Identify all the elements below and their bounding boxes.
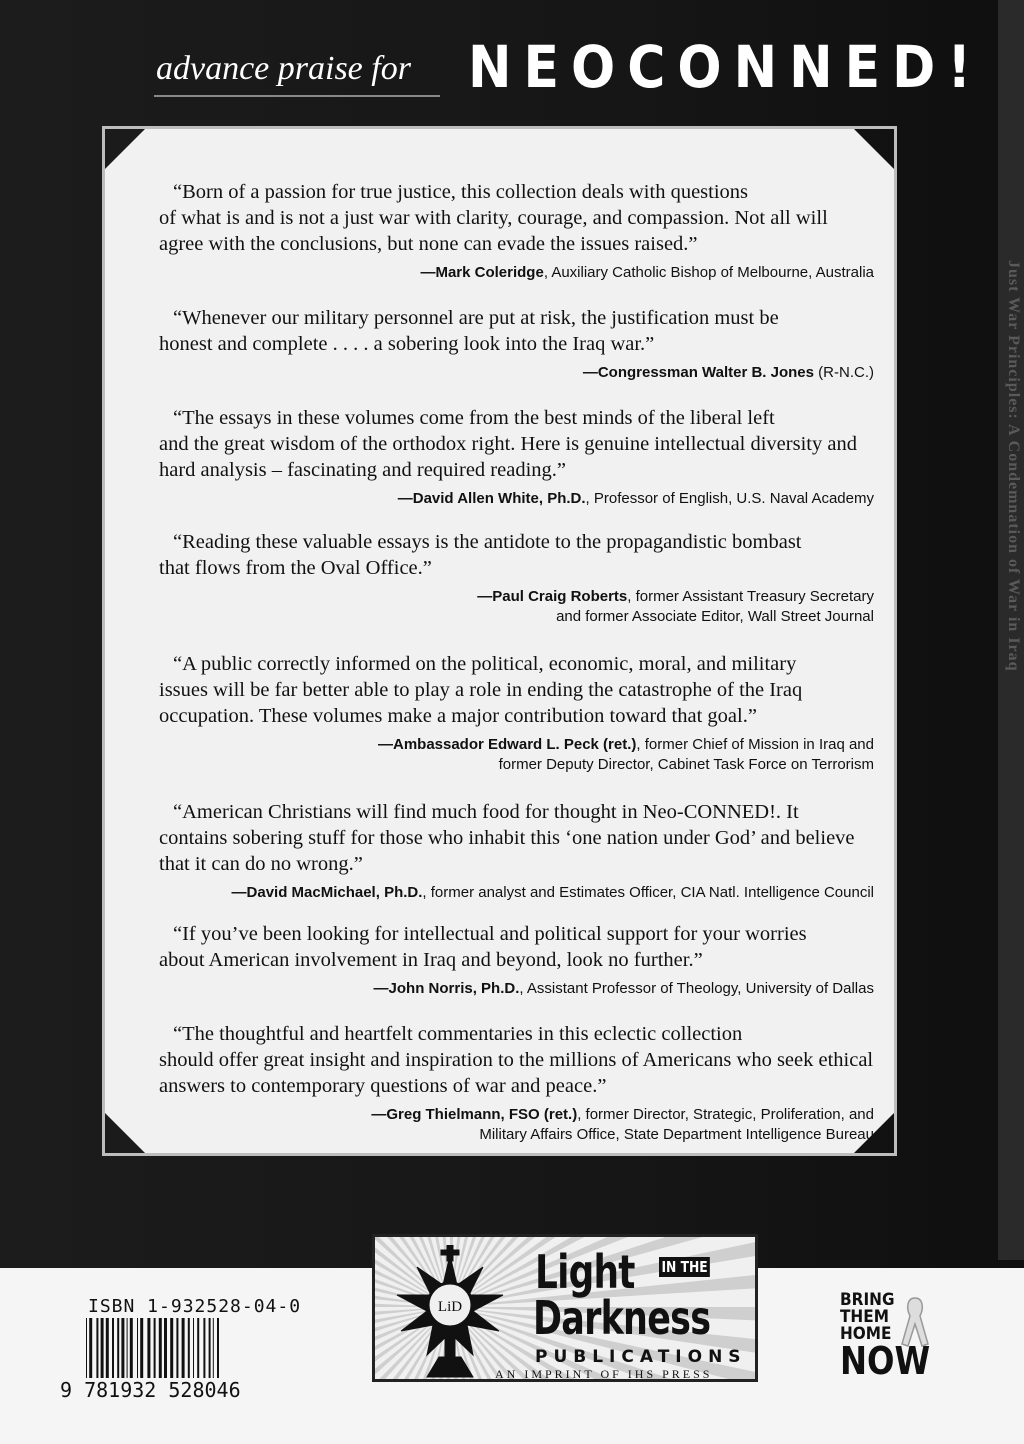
barcode-bar (209, 1318, 211, 1378)
attribution-name: —David Allen White, Ph.D. (397, 490, 586, 507)
attribution-title: , Professor of English, U.S. Naval Academy (585, 490, 874, 507)
attribution-title-continued: former Deputy Director, Cabinet Task Force on Terrorism (498, 756, 874, 773)
publisher-light: Light (535, 1245, 635, 1299)
quote-attribution (159, 489, 874, 509)
publisher-logo (372, 1234, 758, 1382)
quote-remaining-lines: of what is and is not a just war with clarity, courage, and compassion. Not all will agree with the conclusions, but none can evade the issues raised.” (159, 207, 828, 255)
quote-attribution (159, 363, 874, 383)
quote-attribution (159, 263, 874, 283)
quote-text (159, 921, 874, 973)
barcode-bar (164, 1318, 167, 1378)
attribution-title: , former Assistant Treasury Secretary (627, 588, 874, 605)
bring-them-home-text (840, 1292, 895, 1343)
quote-text (159, 651, 874, 729)
publisher-imprint: AN IMPRINT OF IHS PRESS (495, 1367, 713, 1381)
barcode-bar (96, 1318, 98, 1378)
praise-underline (154, 95, 440, 97)
bring-line: HOME (840, 1324, 892, 1344)
quote-block (159, 305, 874, 383)
quote-attribution (159, 1105, 874, 1145)
attribution-name: —Paul Craig Roberts (477, 588, 628, 605)
barcode-bar (89, 1318, 92, 1378)
quote-text (159, 1021, 874, 1099)
quote-remaining-lines: honest and complete . . . . a sobering look into the Iraq war.” (159, 333, 655, 355)
quote-block (159, 405, 874, 509)
quote-remaining-lines: about American involvement in Iraq and beyond, look no further.” (159, 949, 703, 971)
quote-remaining-lines: contains sobering stuff for those who inhabit this ‘one nation under God’ and believe that it can do no wrong.” (159, 827, 855, 875)
quote-remaining-lines: and the great wisdom of the orthodox right. Here is genuine intellectual diversity and hard analysis – fascinating and required reading.” (159, 433, 857, 481)
barcode-bar (159, 1318, 162, 1378)
quote-block (159, 921, 874, 999)
barcode-bar (147, 1318, 150, 1378)
quote-block (159, 799, 874, 903)
praise-lead-text: advance praise for (156, 50, 411, 87)
quote-remaining-lines: issues will be far better able to play a role in ending the catastrophe of the Iraq occupation. These volumes make a major contribution toward that goal.” (159, 679, 803, 727)
barcode-bar (130, 1318, 133, 1378)
spine-title: Just War Principles: A Condemnation of War in Iraq (1005, 260, 1022, 672)
barcode-bar (140, 1318, 143, 1378)
attribution-title-continued: and former Associate Editor, Wall Street Journal (556, 608, 874, 625)
attribution-title: , former Chief of Mission in Iraq and (636, 736, 874, 753)
barcode-bar (112, 1318, 114, 1378)
quote-attribution (159, 735, 874, 775)
quote-first-line: “The essays in these volumes come from the best minds of the liberal left (173, 407, 775, 429)
barcode-bar (127, 1318, 128, 1378)
barcode-bar (121, 1318, 124, 1378)
bring-line: THEM (840, 1307, 889, 1327)
quote-text (159, 405, 874, 483)
quote-first-line: “A public correctly informed on the political, economic, moral, and military (173, 653, 797, 675)
barcode-digits: 9 781932 528046 (60, 1378, 241, 1402)
attribution-name: —Mark Coleridge (420, 264, 544, 281)
quote-text (159, 529, 874, 581)
attribution-name: —John Norris, Ph.D. (373, 980, 520, 997)
book-title: NEOCONNED! (468, 34, 984, 102)
quote-remaining-lines: that flows from the Oval Office.” (159, 557, 432, 579)
barcode-bar (176, 1318, 178, 1378)
monstrance-icon (387, 1245, 513, 1379)
attribution-name: —Ambassador Edward L. Peck (ret.) (377, 736, 637, 753)
quote-block (159, 1021, 874, 1145)
quote-attribution (159, 883, 874, 903)
quote-first-line: “Born of a passion for true justice, this collection deals with questions (173, 181, 749, 203)
barcode-bar (106, 1318, 109, 1378)
publisher-publications: PUBLICATIONS (535, 1347, 747, 1367)
barcode-bar (217, 1318, 219, 1378)
barcode-bar (137, 1318, 138, 1378)
barcode-bar (188, 1318, 190, 1378)
bring-them-home-logo (840, 1292, 940, 1388)
attribution-name: —Congressman Walter B. Jones (582, 364, 814, 381)
quote-first-line: “Reading these valuable essays is the antidote to the propagandistic bombast (173, 531, 802, 553)
quote-block (159, 651, 874, 775)
quote-attribution (159, 979, 874, 999)
bring-line: BRING (840, 1290, 895, 1310)
quote-block (159, 529, 874, 627)
quote-first-line: “Whenever our military personnel are put at risk, the justification must be (173, 307, 779, 329)
quote-text (159, 799, 874, 877)
attribution-title: , former analyst and Estimates Officer, CIA Natl. Intelligence Council (422, 884, 874, 901)
barcode-bar (197, 1318, 199, 1378)
barcode-bar (213, 1318, 214, 1378)
attribution-title: , Auxiliary Catholic Bishop of Melbourne, Australia (543, 264, 874, 281)
cover-header (150, 34, 984, 110)
quote-first-line: “If you’ve been looking for intellectual and political support for your worries (173, 923, 807, 945)
bring-now-text: NOW (840, 1339, 931, 1383)
barcode-bar (193, 1318, 194, 1378)
barcode-bar (117, 1318, 119, 1378)
attribution-title: (R-N.C.) (814, 364, 874, 381)
quote-text (159, 179, 874, 257)
attribution-name: —David MacMichael, Ph.D. (231, 884, 423, 901)
barcode-bar (101, 1318, 104, 1378)
barcode-bar (203, 1318, 205, 1378)
quote-attribution (159, 587, 874, 627)
quote-first-line: “The thoughtful and heartfelt commentaries in this eclectic collection (173, 1023, 743, 1045)
quote-first-line: “American Christians will find much food for thought in Neo-CONNED!. It (173, 801, 799, 823)
barcode-bar (170, 1318, 173, 1378)
quote-remaining-lines: should offer great insight and inspiration to the millions of Americans who seek ethical answers to contemporary questions of war and peace.” (159, 1049, 874, 1097)
attribution-name: —Greg Thielmann, FSO (ret.) (371, 1106, 578, 1123)
attribution-title: , Assistant Professor of Theology, University of Dallas (519, 980, 874, 997)
publisher-darkness: Darkness (533, 1291, 711, 1345)
barcode-bar (154, 1318, 156, 1378)
emblem-letters: LiD (437, 1299, 463, 1315)
quote-block (159, 179, 874, 283)
attribution-title: , former Director, Strategic, Proliferation, and (577, 1106, 874, 1123)
quotes-panel (102, 126, 897, 1156)
publisher-in-the: IN THE (659, 1257, 710, 1277)
isbn-label: ISBN 1-932528-04-0 (88, 1296, 302, 1317)
barcode-bar (86, 1318, 87, 1378)
quote-text (159, 305, 874, 357)
barcode-bar (182, 1318, 185, 1378)
attribution-title-continued: Military Affairs Office, State Department Intelligence Bureau (479, 1126, 874, 1143)
